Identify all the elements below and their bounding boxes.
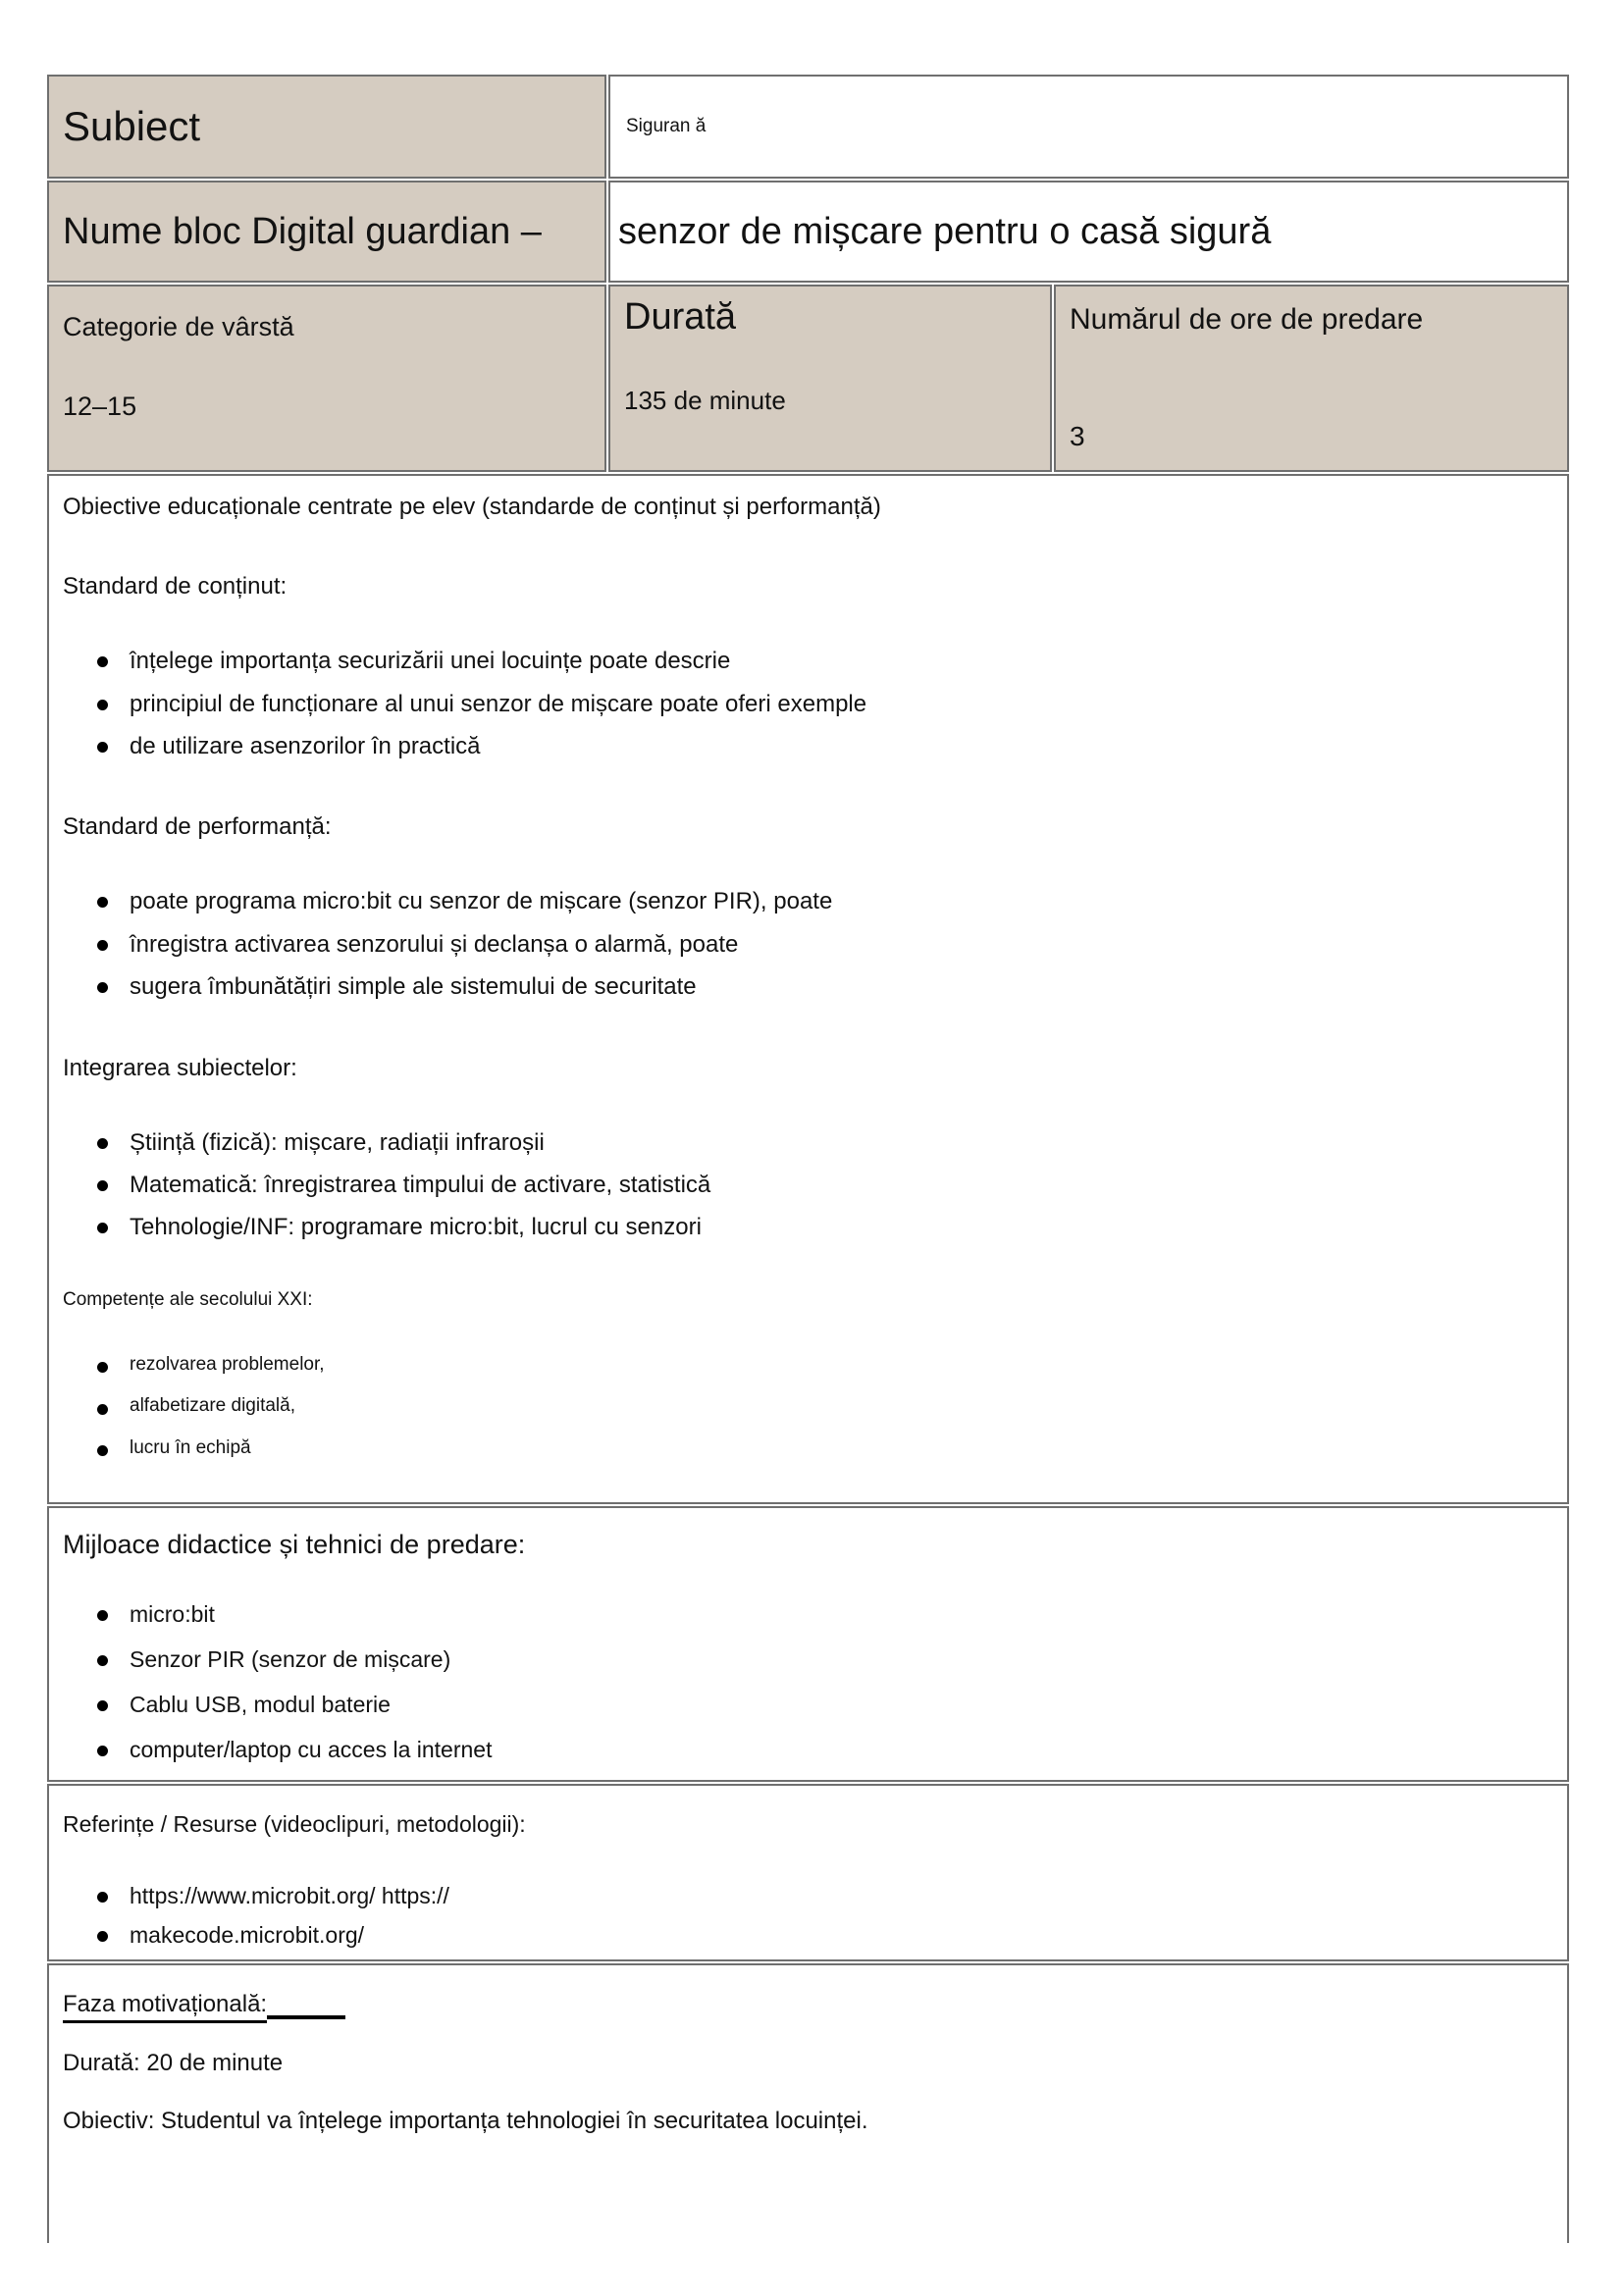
integration-list	[63, 1127, 1538, 1244]
performance-standard-list	[63, 886, 1538, 1003]
list-item: computer/laptop cu acces la internet	[130, 1735, 1538, 1765]
content-standard-list	[63, 646, 1538, 762]
age-cell	[47, 285, 606, 472]
materials-heading: Mijloace didactice și tehnici de predare:	[63, 1530, 526, 1559]
references-row	[47, 1784, 1569, 1961]
list-item: poate programa micro:bit cu senzor de mișcare (senzor PIR), poate	[130, 886, 1538, 917]
objectives-cell	[47, 474, 1569, 1504]
block-name-row	[47, 181, 1569, 283]
list-item: principiul de funcționare al unui senzor de mișcare poate oferi exemple	[130, 689, 1538, 720]
subject-row	[47, 75, 1569, 179]
phase-heading: Faza motivațională:	[63, 1991, 267, 2023]
materials-cell	[47, 1506, 1569, 1782]
skills-heading: Competențe ale secolului XXI:	[63, 1288, 313, 1310]
objectives-row	[47, 474, 1569, 1504]
underline-tail	[267, 1992, 345, 2019]
list-item: micro:bit	[130, 1599, 1538, 1630]
phase-duration: Durată: 20 de minute	[63, 2050, 284, 2077]
teaching-hours-value: 3	[1070, 421, 1085, 451]
reference-url: makecode.microbit.org/	[130, 1920, 1538, 1951]
materials-list	[63, 1599, 1538, 1765]
list-item: Știință (fizică): mișcare, radiații infraroșii	[130, 1127, 1538, 1159]
phase-objective: Obiectiv: Studentul va înțelege importanța tehnologiei în securitatea locuinței.	[63, 2108, 868, 2135]
skills-list	[63, 1352, 1538, 1461]
subject-value-cell	[608, 75, 1569, 179]
subject-label-cell	[47, 75, 606, 179]
list-item: alfabetizare digitală,	[130, 1393, 1538, 1419]
list-item: Cablu USB, modul baterie	[130, 1690, 1538, 1720]
list-item: sugera îmbunătățiri simple ale sistemului de securitate	[130, 971, 1538, 1003]
duration-value: 135 de minute	[624, 386, 786, 415]
motivational-phase-cell	[47, 1963, 1569, 2243]
block-name-value: senzor de mișcare pentru o casă sigură	[618, 210, 1272, 252]
list-item: Senzor PIR (senzor de mișcare)	[130, 1644, 1538, 1675]
duration-label: Durată	[624, 296, 737, 338]
list-item: Tehnologie/INF: programare micro:bit, lucrul cu senzori	[130, 1212, 1538, 1243]
lesson-plan-table	[45, 73, 1571, 2245]
list-item: de utilizare asenzorilor în practică	[130, 731, 1538, 762]
performance-standard-heading: Standard de performanță:	[63, 813, 332, 841]
teaching-hours-cell	[1054, 285, 1569, 472]
meta-row	[47, 285, 1569, 472]
block-name-label: Nume bloc Digital guardian –	[63, 210, 542, 252]
list-item: înțelege importanța securizării unei locuințe poate descrie	[130, 646, 1538, 677]
block-name-label-cell	[47, 181, 606, 283]
age-category-label: Categorie de vârstă	[63, 312, 294, 341]
subject-label: Subiect	[63, 103, 201, 149]
references-heading: Referințe / Resurse (videoclipuri, metodologii):	[63, 1811, 526, 1838]
list-item: înregistra activarea senzorului și declanșa o alarmă, poate	[130, 929, 1538, 961]
content-standard-heading: Standard de conținut:	[63, 573, 288, 600]
list-item: lucru în echipă	[130, 1435, 1538, 1461]
list-item: Matematică: înregistrarea timpului de activare, statistică	[130, 1170, 1538, 1201]
references-list	[63, 1881, 1538, 1951]
list-item: rezolvarea problemelor,	[130, 1352, 1538, 1378]
objectives-intro: Obiective educaționale centrate pe elev (standarde de conținut și performanță)	[63, 494, 881, 520]
materials-row	[47, 1506, 1569, 1782]
integration-heading: Integrarea subiectelor:	[63, 1054, 297, 1081]
reference-url: https://www.microbit.org/ https://	[130, 1881, 1538, 1911]
block-name-value-cell	[608, 181, 1569, 283]
phase-heading-line	[63, 1991, 1538, 2019]
subject-value: Siguran ă	[626, 116, 707, 136]
teaching-hours-label: Numărul de ore de predare	[1070, 303, 1424, 336]
references-cell	[47, 1784, 1569, 1961]
duration-cell	[608, 285, 1052, 472]
motivational-phase-row	[47, 1963, 1569, 2243]
age-category-value: 12–15	[63, 391, 137, 421]
